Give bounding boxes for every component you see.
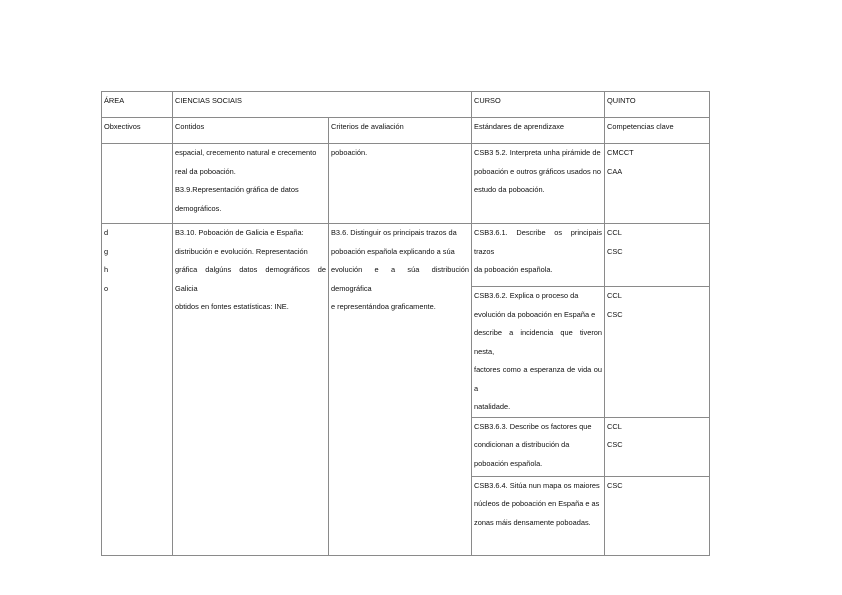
objectives-cell xyxy=(102,144,173,224)
standard-line: núcleos de poboación en España e as xyxy=(474,499,600,508)
contents-cell xyxy=(173,144,329,224)
competence-code: CMCCT xyxy=(607,148,634,157)
criteria-line: poboación española explicando a súa xyxy=(331,246,455,256)
table-row xyxy=(102,224,710,287)
competence-code: CAA xyxy=(607,166,623,176)
curriculum-table xyxy=(101,91,710,556)
contents-line: espacial, crecemento natural e crecemento xyxy=(175,148,317,157)
table-row xyxy=(102,144,710,224)
objectives-header: Obxectivos xyxy=(102,118,173,144)
objective-code: h xyxy=(104,265,109,274)
standard-line: CSB3.6.4. Sitúa nun mapa os maiores xyxy=(474,480,600,490)
standard-line: da poboación española. xyxy=(474,265,553,274)
competence-code: CSC xyxy=(607,309,623,319)
competences-cell xyxy=(605,144,710,224)
criteria-line: e representándoa graficamente. xyxy=(331,302,436,311)
contents-line: B3.10. Poboación de Galicia e España: xyxy=(175,228,304,237)
criteria-cell xyxy=(329,224,472,556)
competence-code: CCL xyxy=(607,291,622,300)
standard-line: CSB3 5.2. Interpreta unha pirámide de xyxy=(474,148,601,157)
contents-line: distribución e evolución. Representación xyxy=(175,246,308,256)
competence-code: CCL xyxy=(607,421,622,431)
competences-cell xyxy=(605,476,710,555)
course-value: QUINTO xyxy=(605,92,710,118)
competences-cell xyxy=(605,417,710,476)
criteria-line: B3.6. Distinguir os principais trazos da xyxy=(331,228,457,237)
standard-line: poboación e outros gráficos usados no xyxy=(474,166,601,176)
course-label: CURSO xyxy=(472,92,605,118)
standard-line: CSB3.6.1. Describe os principais trazos xyxy=(474,228,603,256)
competence-code: CCL xyxy=(607,228,622,237)
criteria-header: Criterios de avaliación xyxy=(329,118,472,144)
header-row-columns xyxy=(102,118,710,144)
standard-line: estudo da poboación. xyxy=(474,185,545,194)
contents-line: real da poboación. xyxy=(175,166,236,176)
competence-code: CSC xyxy=(607,440,623,449)
standard-line: CSB3.6.3. Describe os factores que xyxy=(474,421,592,431)
objective-code: d xyxy=(104,228,109,237)
objective-code: g xyxy=(104,246,109,256)
header-row-area xyxy=(102,92,710,118)
standard-line: zonas máis densamente poboadas. xyxy=(474,517,591,527)
standard-cell xyxy=(472,144,605,224)
competences-header: Competencias clave xyxy=(605,118,710,144)
competence-code: CSC xyxy=(607,480,623,490)
standard-cell xyxy=(472,224,605,287)
standard-line: CSB3.6.2. Explica o proceso da xyxy=(474,291,579,300)
area-label: ÁREA xyxy=(102,92,173,118)
contents-line: B3.9.Representación gráfica de datos xyxy=(175,185,299,194)
standard-line: describe a incidencia que tiveron nesta, xyxy=(474,328,603,356)
standard-line: natalidade. xyxy=(474,402,511,411)
criteria-line: evolución e a súa distribución demográfica xyxy=(331,265,470,293)
criteria-line: poboación. xyxy=(331,148,368,157)
standard-cell xyxy=(472,476,605,555)
contents-header: Contidos xyxy=(173,118,329,144)
contents-line: gráfica dalgúns datos demográficos de Galicia xyxy=(175,265,326,293)
competences-cell xyxy=(605,287,710,418)
objective-code: o xyxy=(104,283,109,293)
contents-line: obtidos en fontes estatísticas: INE. xyxy=(175,302,289,311)
standard-cell xyxy=(472,417,605,476)
area-value: CIENCIAS SOCIAIS xyxy=(173,92,472,118)
contents-cell xyxy=(173,224,329,556)
standard-line: factores como a esperanza de vida ou a xyxy=(474,365,603,393)
standard-cell xyxy=(472,287,605,418)
standard-line: condicionan a distribución da xyxy=(474,440,570,449)
competences-cell xyxy=(605,224,710,287)
standards-header: Estándares de aprendizaxe xyxy=(472,118,605,144)
standard-line: evolución da poboación en España e xyxy=(474,309,596,319)
objectives-cell xyxy=(102,224,173,556)
standard-line: poboación española. xyxy=(474,458,543,468)
contents-line: demográficos. xyxy=(175,203,222,213)
competence-code: CSC xyxy=(607,246,623,256)
criteria-cell xyxy=(329,144,472,224)
